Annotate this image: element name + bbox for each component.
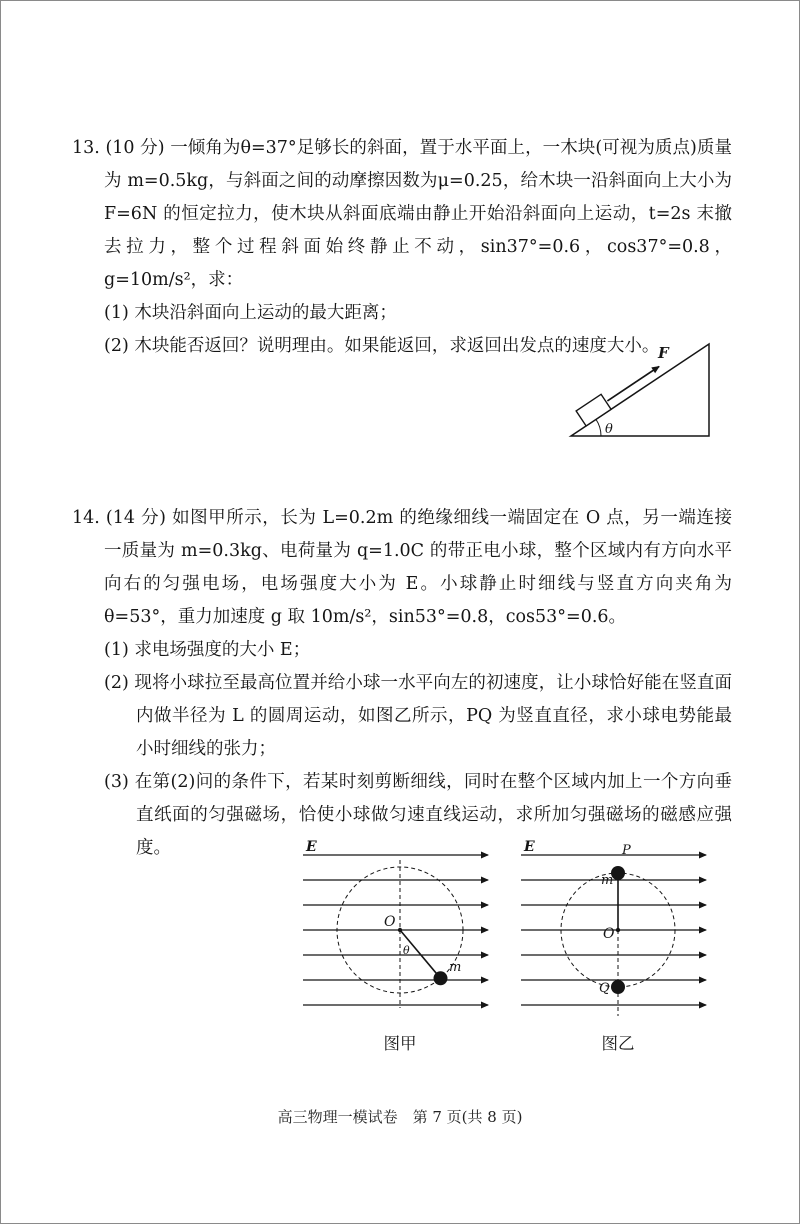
center-label: O: [603, 926, 615, 942]
center-point: [616, 928, 620, 932]
figure-yi-caption: 图乙: [601, 1034, 635, 1053]
ball-at-bottom: [611, 980, 625, 994]
top-point-label: P: [622, 843, 631, 858]
page-footer: 高三物理一模试卷 第 7 页(共 8 页): [277, 1108, 523, 1126]
question-13-item-1: (1) 木块沿斜面向上运动的最大距离；: [104, 303, 397, 323]
field-label: E: [524, 840, 535, 855]
question-14-figures: [300, 840, 718, 1054]
force-arrow: [607, 367, 659, 401]
field-lines: [303, 855, 488, 1005]
angle-label: θ: [403, 944, 410, 957]
figure-yi: [518, 840, 718, 1054]
question-14-item-3: (3) 在第(2)问的条件下，若某时刻剪断细线，同时在整个区域内加上一个方向垂直纸面的匀强磁场，恰使小球做匀速直线运动，求所加匀强磁场的磁感应强度。: [104, 772, 732, 858]
question-14: [72, 502, 732, 865]
question-13-figure: [565, 338, 717, 446]
question-14-item-2: (2) 现将小球拉至最高位置并给小球一水平向左的初速度，让小球恰好能在竖直面内做半径为 L 的圆周运动，如图乙所示，PQ 为竖直直径，求小球电势能最小时细线的张力；: [104, 673, 732, 759]
question-14-body: 14. (14 分) 如图甲所示，长为 L=0.2m 的绝缘细线一端固定在 O 点，另一端连接一质量为 m=0.3kg、电荷量为 q=1.0C 的带正电小球，整个区域内有方向水平向右的匀强电场，电场强度大小为 E。小球静止时细线与竖直方向夹角为θ=53°，重力加速度 g 取 10m/s²，sin53°=0.8，cos53°=0.6。: [72, 508, 732, 627]
ball-label: m: [449, 960, 462, 975]
incline-angle-label: θ: [605, 422, 613, 437]
question-14-item-1: (1) 求电场强度的大小 E；: [104, 640, 311, 660]
angle-arc: [596, 419, 601, 436]
question-13-item-2: (2) 木块能否返回？说明理由。如果能返回，求返回出发点的速度大小。: [104, 336, 660, 356]
incline-diagram: [565, 338, 717, 442]
field-label: E: [306, 840, 317, 855]
charged-ball: [434, 971, 448, 985]
circular-motion-diagram: [518, 840, 718, 1022]
pivot-label: O: [384, 914, 396, 930]
pivot-point: [398, 928, 402, 932]
question-13: [72, 132, 732, 363]
force-label: F: [658, 344, 669, 362]
question-13-body: 13. (10 分) 一倾角为θ=37°足够长的斜面，置于水平面上，一木块(可视为质点)质量为 m=0.5kg，与斜面之间的动摩擦因数为μ=0.25，给木块一沿斜面向上大小为 F=6N 的恒定拉力，使木块从斜面底端由静止开始沿斜面向上运动，t=2s 末撤去拉力，整个过程斜面始终静止不动，sin37°=0.6，cos37°=0.8，g=10m/s²，求：: [72, 138, 732, 290]
bottom-point-label: Q: [599, 981, 610, 996]
figure-jia-caption: 图甲: [383, 1034, 417, 1053]
pendulum-in-field-diagram: [300, 840, 500, 1022]
ball-label: m: [601, 873, 614, 888]
figure-jia: [300, 840, 500, 1054]
